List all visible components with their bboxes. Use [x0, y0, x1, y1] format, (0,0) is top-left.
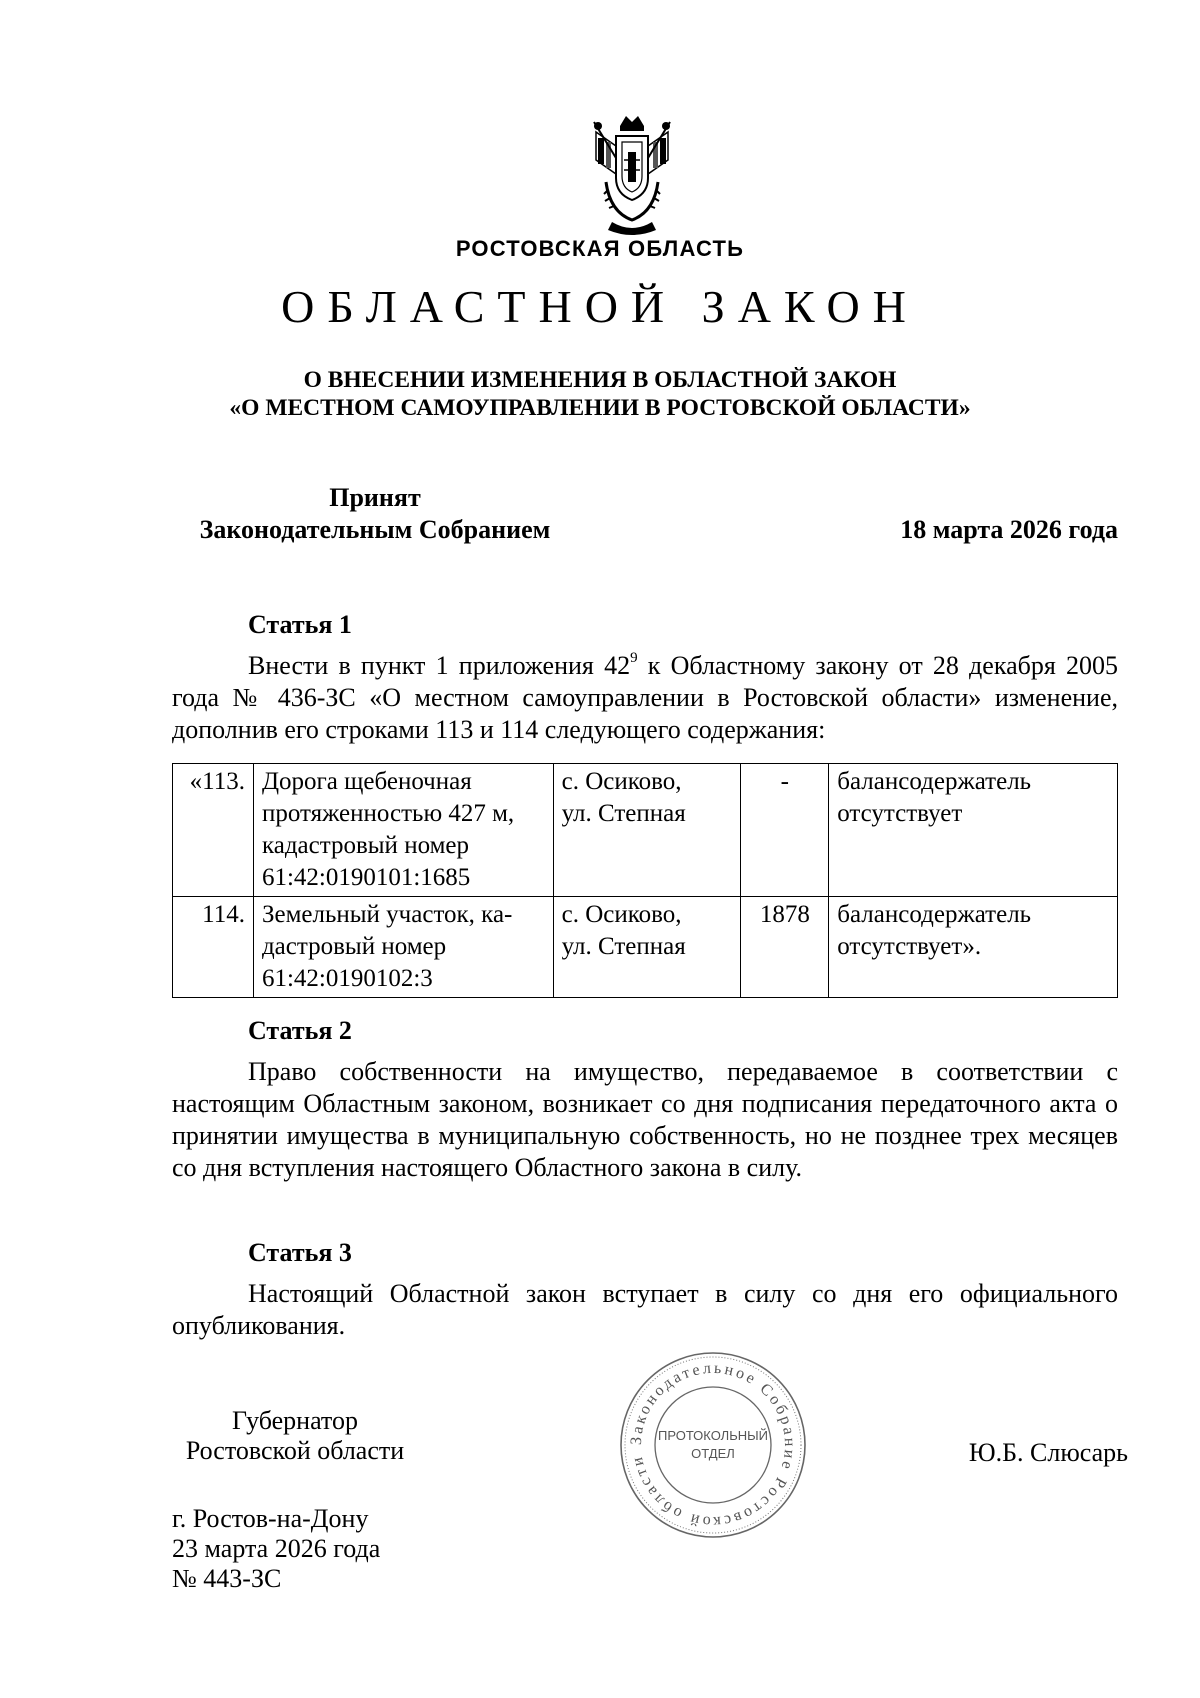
object-description-line: Дорога щебеночная [261, 768, 472, 795]
balance-holder-line: балансодержатель [837, 768, 1032, 795]
object-description [253, 764, 553, 897]
stamp-inner-line-1: ПРОТОКОЛЬНЫЙ [657, 1428, 769, 1443]
signatory-title [150, 1406, 440, 1466]
signing-city: г. Ростов-на-Дону [172, 1504, 369, 1533]
amendment-table [172, 763, 1118, 998]
adoption-line-1: Принят [329, 483, 421, 512]
object-address [553, 764, 741, 897]
law-number: № 443-ЗС [172, 1564, 282, 1593]
balance-holder [829, 897, 1118, 998]
article-2-heading: Статья 2 [248, 1016, 352, 1045]
place-date-number [172, 1504, 380, 1594]
balance-holder-line: отсутствует [837, 800, 963, 827]
signing-date: 23 марта 2026 года [172, 1534, 381, 1563]
document-type: ОБЛАСТНОЙ ЗАКОН [281, 281, 919, 332]
law-title-line-1: О ВНЕСЕНИИ ИЗМЕНЕНИЯ В ОБЛАСТНОЙ ЗАКОН [303, 367, 897, 393]
article-1-heading: Статья 1 [248, 610, 352, 639]
article-2-text [172, 1056, 1118, 1184]
article-1-superscript: 9 [630, 650, 638, 667]
stamp-inner-line-2: ОТДЕЛ [691, 1446, 735, 1461]
adoption-line-2: Законодательным Собранием [199, 515, 551, 544]
object-area: - [741, 764, 829, 897]
adoption-date: 18 марта 2026 года [900, 515, 1118, 544]
table-row [173, 764, 1118, 897]
signatory-name: Ю.Б. Слюсарь [968, 1438, 1128, 1467]
article-2-body: Право собственности на имущество, передаваемое в соответствии с настоящим Областным законом, возникает со дня подписания передаточного акта о принятии имущества в муниципальную собственность, но не позднее трех месяцев со дня вступления настоящего Областного закона в силу. [172, 1057, 1118, 1182]
law-title [0, 366, 1200, 422]
object-description-line: 61:42:0190102:3 [261, 965, 433, 992]
article-3-heading: Статья 3 [248, 1238, 352, 1267]
object-address-line: с. Осиково, [561, 768, 682, 795]
article-1-text [172, 650, 1118, 746]
object-description-line: Земельный участок, ка- [261, 901, 513, 928]
balance-holder-line: балансодержатель [837, 901, 1032, 928]
balance-holder [829, 764, 1118, 897]
signatory-title-line-2: Ростовской области [185, 1436, 405, 1465]
article-3-body: Настоящий Областной закон вступает в силу со дня его официального опубликования. [172, 1279, 1118, 1340]
object-address [553, 897, 741, 998]
object-description [253, 897, 553, 998]
official-stamp [618, 1350, 808, 1540]
object-address-line: ул. Степная [561, 800, 686, 827]
article-1-text-after: к Областному закону от 28 декабря 2005 года № 436-ЗС «О местном самоуправлении в Ростовской области» изменение, дополнив его строками 113 и 114 следующего содержания: [172, 651, 1118, 744]
table-row [173, 897, 1118, 998]
article-1-text-before: Внести в пункт 1 приложения 42 [248, 651, 631, 680]
object-description-line: протяженностью 427 м, [261, 800, 515, 827]
law-title-line-2: «О МЕСТНОМ САМОУПРАВЛЕНИИ В РОСТОВСКОЙ ОБЛАСТИ» [229, 395, 971, 421]
object-address-line: ул. Степная [561, 933, 686, 960]
object-description-line: дастровый номер [261, 933, 447, 960]
balance-holder-line: отсутствует». [837, 933, 982, 960]
article-3-text [172, 1278, 1118, 1342]
adoption-body [170, 482, 580, 546]
object-area: 1878 [741, 897, 829, 998]
row-number: 114. [173, 897, 254, 998]
row-number: «113. [173, 764, 254, 897]
object-description-line: кадастровый номер [261, 832, 470, 859]
signatory-title-line-1: Губернатор [232, 1406, 358, 1435]
coat-of-arms-emblem [586, 112, 678, 240]
object-description-line: 61:42:0190101:1685 [261, 864, 471, 891]
region-name: РОСТОВСКАЯ ОБЛАСТЬ [455, 236, 745, 261]
object-address-line: с. Осиково, [561, 901, 682, 928]
stamp-ring-text: Законодательное Собрание Ростовской области [627, 1359, 799, 1531]
